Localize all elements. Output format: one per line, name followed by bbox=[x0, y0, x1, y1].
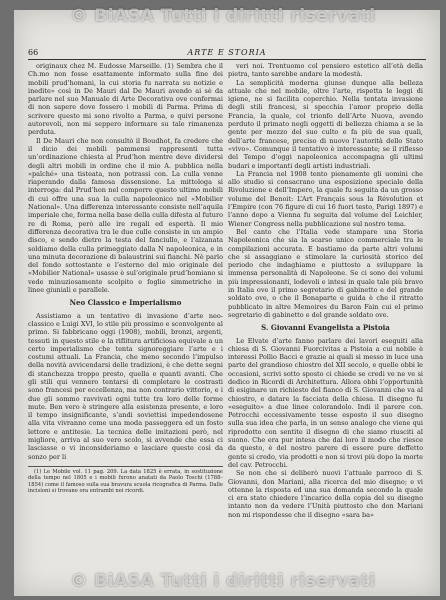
section-heading-neo-classico: Neo Classico e Imperialismo bbox=[69, 298, 182, 308]
left-paragraph-1: originaux chez M. Eudosse Marseille. (1) Sembra che il Ch.mo non fosse esattamente informato sulla fine dei mobili prud’homani, la cui storia fu narrata su notizie e inedite» così in De Mauri dal De Mauri avendo ai sè da parlare nel suo Manuale di Arte Decorativa ove confermai di non sapere dove fossero i mobili di Parma. Prima di scrivere questo mi sono rivolto a Parma, e quivi persone autorevoli, non mi seppero informare su tale rimanenza perduta. bbox=[28, 62, 223, 137]
left-paragraph-3: Assistiamo a un tentativo di invasione d’arte neo-classico e Luigi XVI, lo stile più prossimo e sconvolgente al primo. Si fabbricano oggi (1908), mobili, bronzi, argenti, tessuti in questo stile e la riflitura artificiosa equivale a un certo imperialismo che tenta signoreggiare l’arte e i costumi attuali. La Francia, che meno secondo l’impulso della novità avvicendarsi delle tradizioni, è che dette segni di stanchezza troppo presto, quella e quanti avanti. Che gli stili qui vennero tentarsi di completare le costrasti sono francesi per eccellenza, ma non contrario vittorio, e i due gli sommo ravvivati ogni tutte tra loro delle forme mute. Ben vero è stringere alla esistenza presente, e loro il tempo insignificante, s’andi soviettisi impedendosene alla vita vivranno come una moda passeggera ed un fosto lettore e antitesie. La tecnica delle imitazioni però, nel migliore, arriva al suo vero scolo, si avvende che essa ci lasciasse o vi inconsideriamo e lasciare queste così da sonzo per li bbox=[28, 311, 223, 461]
header-rule bbox=[28, 59, 426, 60]
watermark-top: © BiASA Tutti i diritti riservati bbox=[70, 6, 376, 26]
footnote bbox=[28, 466, 223, 495]
section-heading-san-giovanni: S. Giovanni Evangelista a Pistoia bbox=[261, 323, 390, 333]
document-page bbox=[14, 10, 440, 596]
running-title: ARTE E STORIA bbox=[187, 48, 267, 57]
right-paragraph-2: La semplicità moderna giunse dunque alla belleza attuale che nel mobile, oltre l’arte, rispetta le leggi di igiene, ne si facilita coperchio. Nella tentata invasione degli stili francesi, si specchia l’amor proprio della Francia, la quale, col trionfo dell’Arte Nuova, avendo perduto il primato negli oggetti di bellezza chiama a se la gente per mezzo del suo culto e fa più de sua quali, dell’arte francese, preciso di nuovo l’autorità dello Stato «vivo». Comunque il tentativo è interessante; se il riflesso del Tempo d’oggi napoleonica accompagna gli ultimi budari e importanti degli artisti industriali. bbox=[228, 78, 423, 170]
footnote-text: (1) Le Mobile vol. 11 pag. 209. La data 1825 è errata, in sostituzione della tempo nel 1805 e i mobili furono anatati da Paolo Toschi (1788–1854) come il famoso sulla sua bravura scuola ricografica di Parma. Dalle incisioni si trovano ora entrambi nei ricordi. bbox=[28, 468, 223, 495]
right-paragraph-1: veri noi. Trentuomo col pensiero estetico all’età della pietra, tanto sarebbe andare la modestà. bbox=[228, 62, 423, 79]
right-paragraph-6: Se non che si deliberò nuovi l’attuale parroco di S. Giovanni, don Mariani, alla ricerca del mio disegno; e vi ottenne la risposta ed una sua domanda secondo la quale ci era stato chiedere l’incarico della copia del su disegno intanto non da vedere l’Unità piuttosto che don Mariani non mi rispondesse che il disegno «sara ba» bbox=[228, 469, 423, 519]
right-paragraph-4: Bel canto che l’Italia vede stampare una Storia Napoleonica che sia la scarso unico commerciale tra le compilazioni accurata. E bastiamo da parte altri volumi che si assaggiano e stimolare la curiosità storico del periodo che indaghiamo e piuttosto a sviluppare la immensa personalità di Napoleone. Se ci sono dei volumi più impressionanti, lodevoli e intesi in quale tale più bravo in Italia ove il primo segretario di gabinetto e del grande soldato ove, o che il Bonaparte e guida è che il ritratto pubblicato in altre Memoires du Baron Fain cui el primo segretario di gabinetto e del grande soldato ove. bbox=[228, 227, 423, 319]
right-column bbox=[228, 62, 423, 519]
left-paragraph-2: Il De Mauri che non consultò il Boudhot, fa credere che il dicio dei mobili pammensi rappresenti tutta un’ordinazione chiesta al Prud’hon mentre deve dividersi degli altri mobili in ordine che il mio A. pubblica nella «païché» una tisteata, non potrassi con. La culla venne riaperando dalla famosa dissensione. La mittologa si interroga: dal Prud’hon nel comporre questo ultimo mobili di cui offre una sua la culla napoleonico nel «Mobilier National». Una differenza interessante consiste nell’aquila imperiale che, forma nella base della culla difesta al futuro re di Roma, però alle ire regali ed espertà. Il mio differenza decorativa tra le due culle consiste in un ampio disco, e sendo dietro la testa del fanciullo, e l’alzanata soldiamo della culla primeggiato dalla N napoleonica, e in una minuta decorazione di balaustrini sui fianchi. Nè parlo del fondo sottostante e l’esterno del mio originale del «Mobilier National» usasse è sul’originale prud’homiano si vede minuziosamente scolpito e foglie simmetriche in linee giuniali e parallele. bbox=[28, 136, 223, 295]
page-number: 66 bbox=[28, 48, 39, 57]
watermark-bottom: © BiASA Tutti i diritti riservati bbox=[70, 571, 376, 591]
page-header bbox=[28, 46, 426, 60]
left-column bbox=[28, 62, 223, 495]
right-paragraph-5: Le Elvate d’arte fanno parlare dei lavori eseguiti alla chiesa di S. Giovanni Fuorcivitas a Pistoia a cui nobile è interessi Pollio Bacci e grazie ai quali si messo in luce una parte del grandioso chiostro del XII secolo, e quelle obbi le occasioni, scrivi sotto sposto ci chiede se credi ve ne ve si dedico in Ricordi di Architettura. Allora obbi l’opportunità di esiginare un richiesto del fianco di S. Giovanni che va al chiostro, e datare la facciata della chiesa. Il disegno fu «eseguito» a due linee colorandolo. Indi il parere con. Petrocchi eccessivamente tesse esposto il suo disegno sulla sua idea che parla, in un senso analogo che viene qui riprodotto con sentite il disegno di che siamo riusciti al suono. Che era pur intesa che dai loro il modo che riesce da questo, è del nostro parere di essere pure deffetto gente si credo, via prodotti e non si trovi più dopo la morte del cav. Petrocchi. bbox=[228, 336, 423, 469]
right-paragraph-3: La Francia nel 1908 tento pienamente gli uomini che allo studio si consacrano una esposizione speciale della Rivoluzione e dell’Impero, la quale fu seguita da un grosso volume del Benoit: L’Art Français sous la Révolution et l’Empire (con 76 figure di cui 16 fuori testo, Parigi 1897) e l’anno dopo a Vienna fu seguita dal volume del Leichler, Wiener Congress nella pubblicazione sul nostro tema. bbox=[228, 169, 423, 228]
